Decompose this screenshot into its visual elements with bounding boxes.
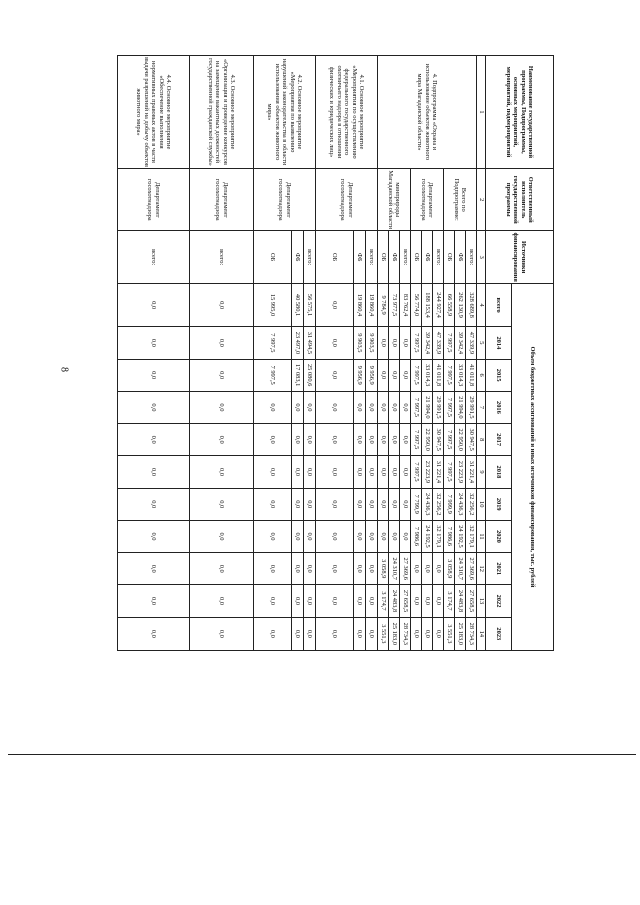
cell-value: 7 997,5: [411, 391, 422, 423]
cell-value: 31 221,4: [433, 456, 444, 488]
cell-value: 0,0: [316, 520, 354, 552]
cell-value: 24 483,8: [455, 585, 466, 617]
cell-value: 262 130,9: [455, 283, 466, 326]
cell-executor: Департамент госохотнадзора: [254, 168, 316, 231]
cell-value: 31 494,5: [304, 327, 316, 359]
cell-value: 19 860,4: [366, 283, 378, 326]
cell-value: 0,0: [316, 327, 354, 359]
cell-value: 7 997,5: [444, 456, 455, 488]
cell-value: 0,0: [433, 617, 444, 650]
cell-value: 0,0: [411, 585, 422, 617]
col-number: 9: [477, 456, 486, 488]
cell-value: 0,0: [118, 456, 190, 488]
cell-value: 24 310,7: [455, 553, 466, 585]
cell-value: 39 342,4: [422, 327, 433, 359]
header-total: всего: [486, 283, 512, 326]
cell-value: 0,0: [254, 488, 292, 520]
cell-source: всего:: [304, 231, 316, 283]
cell-source: всего:: [118, 231, 190, 283]
cell-value: 31 221,4: [466, 456, 477, 488]
cell-value: 9 956,9: [366, 359, 378, 391]
col-number: 11: [477, 520, 486, 552]
cell-source: всего:: [366, 231, 378, 283]
cell-value: 0,0: [292, 488, 304, 520]
cell-value: 0,0: [190, 456, 254, 488]
cell-value: 3 551,3: [444, 617, 455, 650]
cell-source: всего:: [190, 231, 254, 283]
cell-value: 0,0: [292, 391, 304, 423]
cell-value: 27 369,6: [400, 553, 411, 585]
cell-value: 0,0: [400, 456, 411, 488]
col-number: 5: [477, 327, 486, 359]
col-number: 13: [477, 585, 486, 617]
cell-source: всего:: [400, 231, 411, 283]
cell-value: 0,0: [254, 585, 292, 617]
cell-value: 24 192,5: [455, 520, 466, 552]
col-number: 4: [477, 283, 486, 326]
cell-value: 47 339,9: [433, 327, 444, 359]
cell-value: 7 997,5: [254, 359, 292, 391]
cell-value: 33 014,3: [455, 359, 466, 391]
cell-source: ФБ: [354, 231, 366, 283]
cell-value: 0,0: [378, 391, 389, 423]
cell-executor: Департамент госохотнадзора: [190, 168, 254, 231]
cell-value: 7 986,6: [411, 520, 422, 552]
cell-value: 0,0: [366, 488, 378, 520]
cell-value: 0,0: [411, 617, 422, 650]
cell-value: 3 058,9: [444, 553, 455, 585]
cell-value: 0,0: [400, 424, 411, 456]
cell-value: 0,0: [389, 520, 400, 552]
header-year: 2015: [486, 359, 512, 391]
header-year: 2019: [486, 488, 512, 520]
cell-value: 0,0: [190, 585, 254, 617]
header-name: Наименование государственной программы, Подпрограммы, основных мероприятий, мероприятий, подмероприятий: [486, 56, 554, 169]
cell-value: 0,0: [190, 283, 254, 326]
cell-value: 0,0: [190, 424, 254, 456]
cell-value: 22 950,0: [455, 424, 466, 456]
cell-value: 0,0: [118, 520, 190, 552]
cell-value: 47 339,9: [466, 327, 477, 359]
cell-value: 25 080,6: [304, 359, 316, 391]
cell-value: 328 689,8: [466, 283, 477, 326]
cell-value: 27 658,5: [400, 585, 411, 617]
cell-value: 0,0: [389, 391, 400, 423]
cell-source: всего:: [466, 231, 477, 283]
cell-value: 0,0: [304, 456, 316, 488]
cell-value: 28 734,3: [466, 617, 477, 650]
cell-value: 21 994,0: [422, 391, 433, 423]
cell-value: 0,0: [366, 424, 378, 456]
cell-value: 0,0: [292, 617, 304, 650]
cell-value: 0,0: [118, 488, 190, 520]
cell-value: 19 860,4: [354, 283, 366, 326]
cell-executor: Всего по Подпрограмме:: [444, 168, 477, 231]
header-volume: Объем бюджетных ассигнований и иных источников финансирования, тыс. рублей: [512, 283, 554, 650]
cell-executor: Департамент госохотнадзора: [118, 168, 190, 231]
cell-value: 0,0: [316, 359, 354, 391]
cell-value: 0,0: [118, 424, 190, 456]
cell-value: 0,0: [190, 391, 254, 423]
cell-value: 7 799,9: [411, 488, 422, 520]
cell-value: 30 947,5: [466, 424, 477, 456]
cell-value: 0,0: [118, 391, 190, 423]
cell-value: 0,0: [292, 424, 304, 456]
header-year: 2017: [486, 424, 512, 456]
cell-value: 0,0: [422, 553, 433, 585]
cell-value: 0,0: [316, 391, 354, 423]
cell-source: ОБ: [444, 231, 455, 283]
cell-value: 0,0: [400, 359, 411, 391]
cell-activity-name: 4.3. Основное мероприятие «Организация и проведение конкурсов на замещение вакантных должностей государственной гражданской службы»: [190, 56, 254, 169]
cell-value: 0,0: [190, 488, 254, 520]
cell-value: 27 658,5: [466, 585, 477, 617]
cell-value: 0,0: [292, 520, 304, 552]
cell-value: 0,0: [316, 617, 354, 650]
cell-source: ФБ: [292, 231, 304, 283]
cell-value: 3 174,7: [444, 585, 455, 617]
cell-value: 0,0: [354, 520, 366, 552]
cell-value: 0,0: [304, 617, 316, 650]
cell-value: 29 991,5: [433, 391, 444, 423]
cell-value: 41 011,8: [433, 359, 444, 391]
cell-source: ФБ: [389, 231, 400, 283]
cell-value: 7 997,5: [411, 456, 422, 488]
cell-value: 0,0: [254, 424, 292, 456]
cell-value: 0,0: [304, 488, 316, 520]
header-year: 2022: [486, 585, 512, 617]
cell-value: 32 256,2: [433, 488, 444, 520]
cell-value: 0,0: [304, 391, 316, 423]
header-executor: Ответственный исполнитель государственной программы: [486, 168, 554, 231]
cell-value: 0,0: [316, 456, 354, 488]
cell-executor: Департамент госохотнадзора: [411, 168, 444, 231]
cell-value: 0,0: [254, 456, 292, 488]
cell-value: 24 483,8: [389, 585, 400, 617]
cell-value: 0,0: [354, 391, 366, 423]
cell-value: 0,0: [118, 553, 190, 585]
cell-value: 0,0: [354, 617, 366, 650]
cell-value: 22 950,0: [422, 424, 433, 456]
cell-value: 0,0: [118, 359, 190, 391]
cell-value: 41 011,8: [466, 359, 477, 391]
cell-value: 0,0: [190, 617, 254, 650]
cell-value: 0,0: [422, 585, 433, 617]
header-year: 2016: [486, 391, 512, 423]
cell-source: ОБ: [378, 231, 389, 283]
header-year: 2014: [486, 327, 512, 359]
header-source: Источники финансирования: [486, 231, 554, 283]
cell-value: 0,0: [378, 456, 389, 488]
cell-value: 9 784,9: [378, 283, 389, 326]
cell-value: 39 342,4: [455, 327, 466, 359]
cell-program-name: 4. Подпрограмма «Охрана и использование объектов животного мира Магаданской области»: [378, 56, 477, 169]
header-year: 2020: [486, 520, 512, 552]
cell-value: 0,0: [354, 456, 366, 488]
cell-executor: Департамент госохотнадзора: [316, 168, 378, 231]
cell-value: 0,0: [292, 456, 304, 488]
cell-value: 0,0: [304, 424, 316, 456]
cell-source: ОБ: [254, 231, 292, 283]
cell-value: 0,0: [389, 327, 400, 359]
cell-value: 24 192,5: [422, 520, 433, 552]
cell-value: 9 903,5: [366, 327, 378, 359]
cell-value: 0,0: [366, 553, 378, 585]
cell-value: 0,0: [304, 553, 316, 585]
cell-value: 0,0: [366, 456, 378, 488]
cell-value: 25 183,0: [389, 617, 400, 650]
cell-value: 3 058,9: [378, 553, 389, 585]
cell-value: 0,0: [292, 585, 304, 617]
cell-value: 30 947,5: [433, 424, 444, 456]
cell-value: 32 179,1: [433, 520, 444, 552]
cell-value: 0,0: [389, 359, 400, 391]
cell-value: 25 183,0: [455, 617, 466, 650]
cell-value: 7 999,9: [444, 488, 455, 520]
cell-value: 56 575,1: [304, 283, 316, 326]
cell-value: 0,0: [118, 585, 190, 617]
cell-value: 0,0: [354, 488, 366, 520]
col-number: 3: [477, 231, 486, 283]
cell-value: 0,0: [422, 617, 433, 650]
cell-value: 0,0: [190, 520, 254, 552]
col-number: 8: [477, 424, 486, 456]
cell-value: 24 436,3: [455, 488, 466, 520]
cell-value: 0,0: [304, 585, 316, 617]
cell-value: 0,0: [378, 327, 389, 359]
page-number: 8: [58, 367, 70, 372]
cell-value: 0,0: [400, 488, 411, 520]
cell-source: ОБ: [411, 231, 422, 283]
cell-value: 0,0: [118, 283, 190, 326]
cell-value: 0,0: [433, 553, 444, 585]
cell-value: 7 997,5: [411, 359, 422, 391]
cell-value: 0,0: [389, 488, 400, 520]
cell-value: 15 995,0: [254, 283, 292, 326]
cell-value: 0,0: [292, 553, 304, 585]
cell-value: 83 762,4: [400, 283, 411, 326]
cell-value: 0,0: [190, 327, 254, 359]
rotated-table-wrapper: [86, 55, 554, 651]
cell-value: 0,0: [354, 553, 366, 585]
cell-value: 0,0: [254, 617, 292, 650]
cell-value: 7 997,5: [444, 391, 455, 423]
cell-value: 7 997,5: [411, 424, 422, 456]
cell-value: 7 997,5: [444, 327, 455, 359]
cell-value: 9 903,5: [354, 327, 366, 359]
cell-source: всего:: [433, 231, 444, 283]
cell-value: 7 997,5: [444, 359, 455, 391]
cell-source: ФБ: [422, 231, 433, 283]
cell-value: 0,0: [378, 488, 389, 520]
cell-value: 0,0: [378, 520, 389, 552]
cell-value: 0,0: [366, 520, 378, 552]
cell-value: 21 994,0: [455, 391, 466, 423]
cell-source: ОБ: [316, 231, 354, 283]
cell-value: 0,0: [366, 391, 378, 423]
cell-value: 188 153,4: [422, 283, 433, 326]
cell-value: 0,0: [254, 553, 292, 585]
header-year: 2023: [486, 617, 512, 650]
cell-source: ФБ: [455, 231, 466, 283]
cell-value: 0,0: [118, 617, 190, 650]
cell-value: 32 179,1: [466, 520, 477, 552]
funding-table: [117, 55, 554, 651]
cell-value: 3 174,7: [378, 585, 389, 617]
col-number: 10: [477, 488, 486, 520]
cell-value: 27 369,6: [466, 553, 477, 585]
cell-value: 0,0: [400, 391, 411, 423]
cell-activity-name: 4.2. Основное мероприятие «Мероприятия по выявлению нарушений законодательства в области использования объектов животного мира»: [254, 56, 316, 169]
cell-value: 0,0: [316, 283, 354, 326]
cell-value: 17 083,1: [292, 359, 304, 391]
cell-value: 0,0: [354, 424, 366, 456]
cell-value: 23 497,0: [292, 327, 304, 359]
cell-value: 0,0: [433, 585, 444, 617]
header-year: 2018: [486, 456, 512, 488]
cell-value: 0,0: [304, 520, 316, 552]
cell-value: 7 997,5: [411, 327, 422, 359]
cell-value: 24 436,3: [422, 488, 433, 520]
cell-value: 28 734,3: [400, 617, 411, 650]
cell-value: 0,0: [400, 520, 411, 552]
cell-value: 0,0: [411, 553, 422, 585]
cell-value: 56 774,0: [411, 283, 422, 326]
cell-value: 0,0: [389, 424, 400, 456]
cell-value: 0,0: [316, 585, 354, 617]
cell-value: 0,0: [316, 424, 354, 456]
separator-line: [8, 754, 636, 755]
cell-value: 0,0: [190, 359, 254, 391]
cell-value: 0,0: [316, 553, 354, 585]
cell-activity-name: 4.1. Основное мероприятие «Мероприятия по осуществлению федерального государственного охотничьего надзора в отношении физических и юридических лиц»: [316, 56, 378, 169]
cell-value: 9 956,9: [354, 359, 366, 391]
col-number: 12: [477, 553, 486, 585]
cell-value: 23 223,9: [455, 456, 466, 488]
cell-value: 0,0: [366, 617, 378, 650]
cell-value: 29 991,5: [466, 391, 477, 423]
cell-value: 0,0: [354, 585, 366, 617]
cell-value: 244 927,4: [433, 283, 444, 326]
cell-value: 66 558,9: [444, 283, 455, 326]
cell-value: 40 580,1: [292, 283, 304, 326]
cell-value: 7 986,6: [444, 520, 455, 552]
cell-value: 0,0: [118, 327, 190, 359]
cell-value: 3 551,3: [378, 617, 389, 650]
cell-value: 7 997,5: [254, 327, 292, 359]
cell-value: 7 997,5: [444, 424, 455, 456]
cell-value: 0,0: [389, 456, 400, 488]
col-number: 1: [477, 56, 486, 169]
cell-value: 0,0: [378, 424, 389, 456]
col-number: 14: [477, 617, 486, 650]
cell-value: 0,0: [366, 585, 378, 617]
cell-value: 0,0: [378, 359, 389, 391]
cell-value: 24 310,7: [389, 553, 400, 585]
cell-activity-name: 4.4. Основное мероприятие «Обеспечение выполнения нормативных правовых актов в части выдачи разрешений на добычу объектов животного мира»: [118, 56, 190, 169]
cell-value: 0,0: [400, 327, 411, 359]
cell-value: 33 014,3: [422, 359, 433, 391]
col-number: 6: [477, 359, 486, 391]
header-year: 2021: [486, 553, 512, 585]
col-number: 2: [477, 168, 486, 231]
cell-value: 0,0: [190, 553, 254, 585]
cell-value: 23 223,9: [422, 456, 433, 488]
cell-value: 32 256,2: [466, 488, 477, 520]
col-number: 7: [477, 391, 486, 423]
cell-value: 0,0: [254, 391, 292, 423]
cell-value: 0,0: [316, 488, 354, 520]
cell-value: 0,0: [254, 520, 292, 552]
cell-value: 73 977,5: [389, 283, 400, 326]
cell-executor: минприроды Магаданской области: [378, 168, 411, 231]
